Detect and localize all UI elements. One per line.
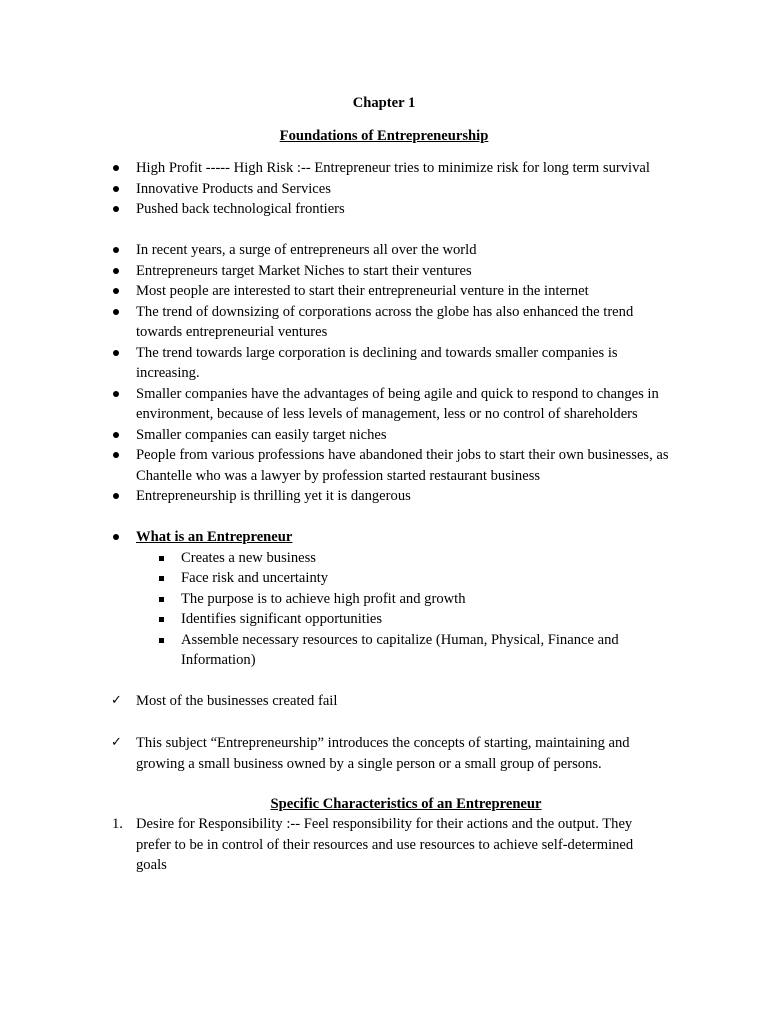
- list-item: [0, 240, 681, 261]
- list-item: [0, 486, 681, 507]
- check-list-1: [0, 691, 681, 712]
- list-item: [0, 158, 681, 179]
- check-item: [0, 691, 681, 712]
- square-bullet-icon: [159, 576, 164, 581]
- list-item: [0, 425, 681, 446]
- sub-list-item: [0, 589, 681, 610]
- list-item-text: Pushed back technological frontiers: [136, 201, 345, 217]
- item-number: 1.: [112, 816, 123, 832]
- bullet-icon: [113, 206, 119, 212]
- list-item-text: The trend towards large corporation is declining and towards smaller companies is increasing.: [136, 344, 618, 381]
- what-is-heading: What is an Entrepreneur: [136, 529, 293, 545]
- sub-list-item: [0, 609, 681, 630]
- sub-list-item-text: Assemble necessary resources to capitalize (Human, Physical, Finance and Information): [181, 631, 619, 668]
- bullet-icon: [113, 309, 119, 315]
- list-item-text: Smaller companies have the advantages of being agile and quick to respond to changes in environment, because of less levels of management, less or no control of shareholders: [136, 385, 659, 422]
- chapter-title: Chapter 1: [352, 95, 416, 111]
- bullet-icon: [113, 452, 119, 458]
- check-icon: ✓: [111, 735, 122, 750]
- check-icon: ✓: [111, 693, 122, 708]
- list-item-text: High Profit ----- High Risk :-- Entrepreneur tries to minimize risk for long term survival: [136, 160, 650, 176]
- sub-list-item-text: Identifies significant opportunities: [181, 611, 383, 627]
- list-item: [0, 384, 681, 425]
- bullet-icon: [113, 288, 119, 294]
- bullet-icon: [113, 391, 119, 397]
- check-item-text: Most of the businesses created fail: [136, 693, 338, 709]
- sub-list-item-text: Face risk and uncertainty: [181, 570, 329, 586]
- list-item: [0, 281, 681, 302]
- sub-list-item: [0, 630, 651, 671]
- check-item-text: This subject “Entrepreneurship” introduces the concepts of starting, maintaining and growing a small business owned by a single person or a small group of persons.: [136, 735, 630, 772]
- list-item-text: In recent years, a surge of entrepreneurs all over the world: [136, 242, 477, 258]
- square-bullet-icon: [159, 597, 164, 602]
- sub-list-item: [0, 568, 681, 589]
- list-item: [0, 261, 681, 282]
- bullet-icon: [113, 350, 119, 356]
- list-item: [0, 199, 681, 220]
- numbered-item-text: Desire for Responsibility :-- Feel responsibility for their actions and the output. They prefer to be in control of their resources and use resources to achieve self-determined goals: [136, 816, 634, 873]
- characteristics-heading: Specific Characteristics of an Entrepreneur: [270, 796, 542, 812]
- list-item: [0, 302, 681, 343]
- list-item-text: The trend of downsizing of corporations across the globe has also enhanced the trend towards entrepreneurial ventures: [136, 303, 634, 340]
- sub-list-item-text: Creates a new business: [181, 549, 316, 566]
- list-item: [0, 445, 681, 486]
- list-item-text: Innovative Products and Services: [136, 180, 331, 197]
- bullet-icon: [113, 186, 119, 192]
- list-item-text: Entrepreneurship is thrilling yet it is dangerous: [136, 488, 411, 504]
- list-item: [0, 527, 681, 548]
- numbered-item: [0, 814, 661, 876]
- list-item-text: Most people are interested to start their entrepreneurial venture in the internet: [136, 283, 589, 299]
- bullet-icon: [113, 165, 119, 171]
- square-bullet-icon: [159, 556, 164, 561]
- square-bullet-icon: [159, 617, 164, 622]
- bullet-icon: [113, 534, 119, 540]
- list-item-text: People from various professions have abandoned their jobs to start their own businesses, as Chantelle who was a lawyer by profession started restaurant business: [136, 447, 669, 484]
- bullet-icon: [113, 247, 119, 253]
- bullet-icon: [113, 493, 119, 499]
- list-item: [0, 343, 681, 384]
- bullet-list-what-is: [0, 527, 681, 671]
- list-item: [0, 179, 681, 200]
- bullet-icon: [113, 268, 119, 274]
- bullet-icon: [113, 432, 119, 438]
- sub-list-item: [0, 548, 681, 569]
- section-title: Foundations of Entrepreneurship: [279, 128, 489, 144]
- numbered-list-characteristics: [0, 814, 661, 876]
- list-item-text: Entrepreneurs target Market Niches to start their ventures: [136, 262, 472, 279]
- sub-list-item-text: The purpose is to achieve high profit and growth: [181, 590, 466, 607]
- square-bullet-icon: [159, 638, 164, 643]
- check-list-2: [0, 733, 656, 774]
- list-item-text: Smaller companies can easily target niches: [136, 426, 387, 443]
- check-item: [0, 733, 656, 774]
- bullet-list-trends: [0, 240, 681, 507]
- bullet-list-intro: [0, 158, 681, 220]
